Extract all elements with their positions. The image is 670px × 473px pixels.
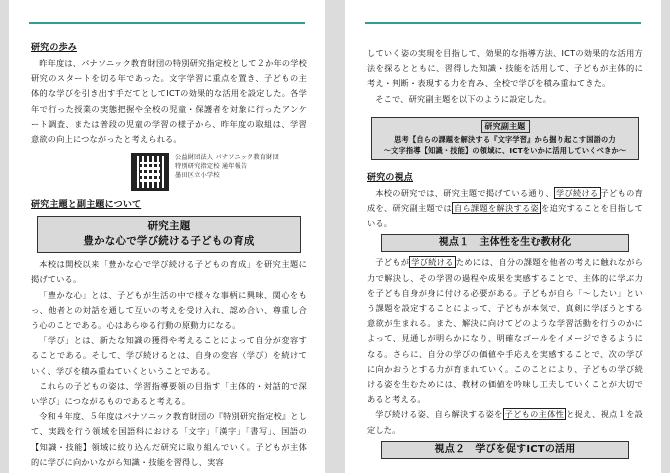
section-heading-theme: 研究主題と副主題について bbox=[31, 200, 142, 211]
paragraph bbox=[367, 407, 643, 437]
theme-title: 豊かな心で学び続ける子どもの育成 bbox=[83, 235, 255, 248]
header-rule bbox=[365, 22, 641, 24]
text-run: 学び続ける姿、自ら解決する姿を bbox=[375, 409, 503, 420]
subtheme-label: 研究副主題 bbox=[481, 120, 530, 133]
qr-caption bbox=[175, 153, 279, 180]
left-page bbox=[9, 0, 325, 473]
paragraph: 令和４年度、５年度はパナソニック教育財団の『特別研究指定校』として、実践を行う領域を国語科における「文字」「漢字」「書写」、国語の【知識・技能】領域に絞り込んだ研究に取り組んでいく。子どもが主体的に学びに向かいながら知識・技能を習得し、実容 bbox=[31, 411, 308, 467]
text-run: ためには、自分の課題を他者の考えに触れながら力で解決し、その学習の過程や成果を実感することで、主体的に学ぶ力を子ども自身が身に付ける必要がある。子どもが自ら「～したい」という課題を設定することによって、子どもが本気で、真剣に学ぼうとする意欲が生まれる。また、解決に向けてどのような学習活動を行うのかによって、見通しが明らかになり、明確なゴールをイメージできるようになる。さらに、自分の学びの価値や手応えを実感することで、次の学びに向かおうとする力が育まれていく。このことにより、子どもの学び続ける姿を生むためには、教材の価値を吟味し工夫していくことが大切であると考える。 bbox=[367, 257, 643, 405]
subtheme-box bbox=[371, 117, 639, 160]
right-content bbox=[367, 46, 643, 462]
text-run: 子どもの育成を、研究副主題では bbox=[367, 187, 643, 214]
section-heading-history: 研究の歩み bbox=[31, 43, 78, 53]
theme-label: 研究主題 bbox=[147, 220, 191, 233]
qr-caption-line: 墨田区立小学校 bbox=[175, 172, 220, 180]
text-run: と捉え、視点１を設定した。 bbox=[367, 409, 643, 435]
paragraph: 昨年度は、パナソニック教育財団の特別研究指定校として２か年の学校研究のスタートを切る年であった。文字学習に重点を置き、子どもの主体的な学びを引き出す手だてとしてICTの効果的な活用を設定した。各学年で行った授業の実態把握や全校の児童・保護者を対象に行ったアンケート調査、または普段の児童の学習の様子から、昨年度の取組は、学習意欲の向上につながったと考えられる。 bbox=[31, 58, 308, 145]
paragraph: 「豊かな心」とは、子どもが生活の中で様々な事柄に興味、関心をもっ、他者との対話を通して互いの考えを受け入れ、認め合い、尊重し合う心のことである。心はあらゆる行動の原動力になる。 bbox=[31, 289, 307, 331]
paragraph bbox=[367, 255, 643, 407]
paragraph: 「学び」とは、新たな知識の獲得や考えることによって自分が変容することである。そして、学び続けるとは、自身の変容（学び）を続けていく、学びを積み重ねていくということである。 bbox=[31, 335, 307, 376]
left-content bbox=[31, 40, 307, 470]
research-theme-box bbox=[37, 216, 301, 253]
subtheme-line: ～文字指導【知識・技能】の領域に、ICTをいかに活用していくべきか～ bbox=[383, 145, 627, 155]
text-run: 子どもが bbox=[375, 257, 410, 268]
viewpoint-1-box: 視点１ 主体性を生む教材化 bbox=[381, 234, 629, 252]
subtheme-line: 思考【自らの課題を解決する『文字学習』から掘り起こす国語の力 bbox=[394, 134, 616, 144]
boxed-term: 学び続ける bbox=[411, 257, 454, 268]
boxed-term: 学び続ける bbox=[555, 187, 599, 198]
qr-code-icon bbox=[131, 153, 169, 191]
paragraph bbox=[367, 186, 643, 232]
viewpoint-2-box: 視点２ 学びを促すICTの活用 bbox=[381, 441, 629, 459]
section-heading-viewpoint: 研究の視点 bbox=[367, 172, 414, 183]
text-run: を追究することを目指している。 bbox=[367, 203, 643, 229]
text-run: 本校の研究では、研究主題で掲げている通り、 bbox=[375, 187, 554, 198]
boxed-term: 自ら課題を解決する姿 bbox=[454, 203, 540, 214]
qr-caption-line: 公益財団法人 パナソニック教育財団 bbox=[175, 154, 279, 162]
boxed-term: 子どもの主体性 bbox=[504, 409, 565, 420]
qr-block bbox=[131, 153, 307, 191]
header-rule bbox=[29, 22, 305, 24]
right-page bbox=[345, 0, 661, 473]
paragraph: そこで、研究副主題を以下のように設定した。 bbox=[375, 93, 552, 104]
paragraph: これらの子どもの姿は、学習指導要領の目指す「主体的・対話的で深い学び」につながるものであると考える。 bbox=[31, 380, 307, 407]
qr-caption-line: 特別研究指定校 通年報告 bbox=[175, 163, 248, 171]
paragraph: していく姿の実現を目指して、効果的な指導方法、ICTの効果的な活用方法を探るとともに、習得した知識・技能を活用して、子どもが主体的に考え・判断・表現する力を育み、全校で学びを積み重ねてきた。 bbox=[367, 48, 643, 89]
paragraph: 本校は開校以来「豊かな心で学び続ける子どもの育成」を研究主題に掲げている。 bbox=[31, 259, 307, 285]
